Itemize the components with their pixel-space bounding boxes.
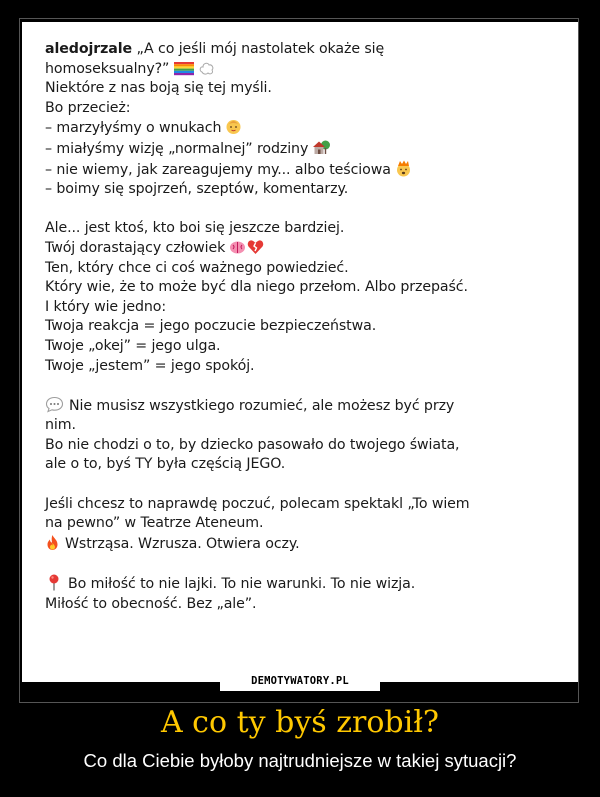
post-card (22, 22, 578, 682)
broken-heart-icon (247, 239, 264, 255)
post-line: ale o to, byś TY była częścią JEGO. (45, 456, 286, 473)
post-line: Ten, który chce ci coś ważnego powiedzieć. (45, 259, 349, 276)
fire-icon (45, 534, 60, 551)
post-text (45, 40, 555, 614)
post-line: – miałyśmy wizję „normalnej” rodziny (45, 139, 555, 160)
post-line: – nie wiemy, jak zareagujemy my... albo teściowa (45, 160, 555, 181)
post-line: – marzyłyśmy o wnukach (45, 118, 555, 139)
post-author: aledojrzale (45, 41, 133, 57)
post-line: – boimy się spojrzeń, szeptów, komentarzy. (45, 181, 349, 198)
post-line: na pewno” w Teatrze Ateneum. (45, 515, 264, 532)
rainbow-flag-icon (173, 61, 195, 76)
demotivator-subtitle: Co dla Ciebie byłoby najtrudniejsze w takiej sytuacji? (83, 750, 517, 771)
baby-icon (225, 118, 242, 135)
speech-bubble-icon (45, 396, 64, 413)
demotivator-title: A co ty byś zrobił? (160, 705, 440, 740)
post-line: I który wie jedno: (45, 298, 167, 315)
post-line: Twoje „okej” = jego ulga. (45, 337, 221, 354)
pushpin-icon (47, 574, 61, 591)
post-line: Bo nie chodzi o to, by dziecko pasowało do twojego świata, (45, 436, 460, 453)
post-line: Miłość to obecność. Bez „ale”. (45, 595, 257, 612)
post-line: Który wie, że to może być dla niego przełom. Albo przepaść. (45, 279, 468, 296)
watermark: DEMOTYWATORY.PL (220, 671, 380, 691)
post-line: aledojrzale „A co jeśli mój nastolatek okaże się (45, 41, 385, 57)
post-line: Niektóre z nas boją się tej myśli. (45, 80, 272, 97)
post-line: Bo przecież: (45, 99, 131, 116)
brain-icon (229, 240, 246, 255)
post-line: Bo miłość to nie lajki. To nie warunki. To nie wizja. (45, 574, 555, 595)
post-line: Wstrząsa. Wzrusza. Otwiera oczy. (45, 534, 555, 555)
post-line: Nie musisz wszystkiego rozumieć, ale możesz być przy (45, 396, 555, 417)
post-line: Twój dorastający człowiek (45, 239, 555, 259)
post-line: Twoja reakcja = jego poczucie bezpieczeństwa. (45, 318, 377, 335)
post-line: Jeśli chcesz to naprawdę poczuć, polecam spektakl „To wiem (45, 495, 470, 512)
thought-bubble-icon (199, 61, 215, 76)
post-line: Twoje „jestem” = jego spokój. (45, 357, 255, 374)
house-icon (312, 139, 331, 156)
post-line: Ale... jest ktoś, kto boi się jeszcze bardziej. (45, 220, 345, 237)
post-line: homoseksualny?” (45, 60, 555, 80)
exploding-head-icon (395, 160, 412, 177)
post-line: nim. (45, 417, 76, 434)
